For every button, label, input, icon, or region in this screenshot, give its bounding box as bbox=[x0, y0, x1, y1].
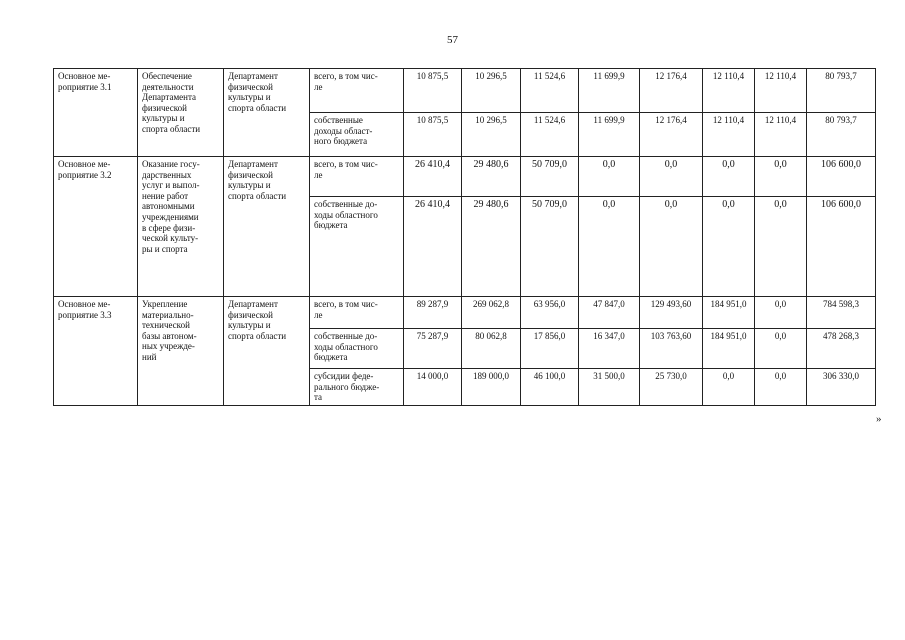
value-cell: 0,0 bbox=[755, 197, 807, 297]
value-cell: 25 730,0 bbox=[640, 369, 703, 406]
value-cell: 31 500,0 bbox=[579, 369, 640, 406]
funding-source-line: бюджета bbox=[314, 352, 348, 363]
activity-cell-line: роприятие 3.2 bbox=[58, 169, 112, 180]
activity-name-cell-line: ры и спорта bbox=[142, 243, 188, 254]
value-cell: 63 956,0 bbox=[521, 297, 579, 329]
funding-source-cell bbox=[310, 69, 404, 113]
funding-source-line: доходы област- bbox=[314, 125, 373, 136]
funding-source-line: собственные bbox=[314, 115, 363, 125]
executor-cell-line: Департамент bbox=[228, 159, 278, 169]
funding-source-line: ле bbox=[314, 309, 323, 320]
value-cell: 11 524,6 bbox=[521, 69, 579, 113]
activity-name-cell-line: ных учрежде- bbox=[142, 341, 195, 352]
funding-source-line: собственные до- bbox=[314, 331, 378, 341]
executor-cell bbox=[224, 157, 310, 297]
value-cell: 11 699,9 bbox=[579, 69, 640, 113]
value-cell: 11 524,6 bbox=[521, 113, 579, 157]
activity-cell-line: роприятие 3.3 bbox=[58, 309, 112, 320]
funding-source-line: всего, в том чис- bbox=[314, 71, 378, 81]
funding-source-line: та bbox=[314, 392, 323, 403]
closing-quote: » bbox=[876, 413, 882, 425]
value-cell: 0,0 bbox=[640, 197, 703, 297]
executor-cell-line: физической bbox=[228, 169, 273, 180]
value-cell: 0,0 bbox=[640, 157, 703, 197]
activity-name-cell-line: Укрепление bbox=[142, 299, 188, 309]
funding-source-line: субсидии феде- bbox=[314, 371, 374, 381]
value-cell: 10 875,5 bbox=[404, 113, 462, 157]
activity-name-cell bbox=[138, 69, 224, 157]
funding-source-cell bbox=[310, 329, 404, 369]
activity-name-cell-line: культуры и bbox=[142, 113, 185, 124]
funding-source-line: всего, в том чис- bbox=[314, 299, 378, 309]
value-cell: 269 062,8 bbox=[462, 297, 521, 329]
total-value-cell: 784 598,3 bbox=[807, 297, 876, 329]
activity-cell bbox=[54, 157, 138, 297]
funding-source-line: ле bbox=[314, 81, 323, 92]
activity-name-cell bbox=[138, 157, 224, 297]
activity-cell bbox=[54, 297, 138, 406]
executor-cell-line: Департамент bbox=[228, 299, 278, 309]
funding-source-line: ходы областного bbox=[314, 341, 378, 352]
value-cell: 10 875,5 bbox=[404, 69, 462, 113]
activity-name-cell-line: Департамента bbox=[142, 92, 197, 103]
table-row bbox=[54, 69, 876, 113]
funding-source-line: бюджета bbox=[314, 220, 348, 231]
activity-cell-line: Основное ме- bbox=[58, 159, 111, 169]
total-value-cell: 80 793,7 bbox=[807, 69, 876, 113]
value-cell: 11 699,9 bbox=[579, 113, 640, 157]
value-cell: 17 856,0 bbox=[521, 329, 579, 369]
activity-name-cell-line: материально- bbox=[142, 309, 194, 320]
value-cell: 184 951,0 bbox=[703, 297, 755, 329]
total-value-cell: 106 600,0 bbox=[807, 157, 876, 197]
activity-name-cell-line: Оказание госу- bbox=[142, 159, 200, 169]
funding-source-cell bbox=[310, 157, 404, 197]
activity-name-cell-line: Обеспечение bbox=[142, 71, 192, 81]
executor-cell-line: культуры и bbox=[228, 180, 271, 191]
executor-cell-line: культуры и bbox=[228, 320, 271, 331]
value-cell: 189 000,0 bbox=[462, 369, 521, 406]
funding-source-line: рального бюдже- bbox=[314, 381, 380, 392]
value-cell: 47 847,0 bbox=[579, 297, 640, 329]
funding-source-line: всего, в том чис- bbox=[314, 159, 378, 169]
funding-source-cell bbox=[310, 297, 404, 329]
funding-source-line: ле bbox=[314, 169, 323, 180]
activity-name-cell bbox=[138, 297, 224, 406]
executor-cell bbox=[224, 69, 310, 157]
value-cell: 80 062,8 bbox=[462, 329, 521, 369]
value-cell: 0,0 bbox=[703, 157, 755, 197]
value-cell: 46 100,0 bbox=[521, 369, 579, 406]
activity-cell bbox=[54, 69, 138, 157]
value-cell: 0,0 bbox=[703, 197, 755, 297]
activity-name-cell-line: в сфере физи- bbox=[142, 222, 196, 233]
activity-name-cell-line: нение работ bbox=[142, 190, 189, 201]
value-cell: 26 410,4 bbox=[404, 157, 462, 197]
value-cell: 0,0 bbox=[703, 369, 755, 406]
value-cell: 0,0 bbox=[755, 297, 807, 329]
value-cell: 12 110,4 bbox=[703, 113, 755, 157]
value-cell: 0,0 bbox=[755, 369, 807, 406]
activity-name-cell-line: физической bbox=[142, 102, 187, 113]
activity-name-cell-line: ческой культу- bbox=[142, 233, 199, 244]
executor-cell-line: спорта области bbox=[228, 330, 287, 341]
activity-cell-line: Основное ме- bbox=[58, 299, 111, 309]
value-cell: 26 410,4 bbox=[404, 197, 462, 297]
value-cell: 12 110,4 bbox=[755, 113, 807, 157]
value-cell: 10 296,5 bbox=[462, 113, 521, 157]
funding-source-cell bbox=[310, 113, 404, 157]
value-cell: 12 176,4 bbox=[640, 69, 703, 113]
total-value-cell: 106 600,0 bbox=[807, 197, 876, 297]
funding-source-cell bbox=[310, 369, 404, 406]
value-cell: 12 176,4 bbox=[640, 113, 703, 157]
funding-source-line: собственные до- bbox=[314, 199, 378, 209]
value-cell: 12 110,4 bbox=[703, 69, 755, 113]
activity-name-cell-line: дарственных bbox=[142, 169, 192, 180]
value-cell: 12 110,4 bbox=[755, 69, 807, 113]
value-cell: 0,0 bbox=[579, 197, 640, 297]
value-cell: 14 000,0 bbox=[404, 369, 462, 406]
activity-cell-line: роприятие 3.1 bbox=[58, 81, 112, 92]
value-cell: 29 480,6 bbox=[462, 157, 521, 197]
executor-cell-line: спорта области bbox=[228, 190, 287, 201]
value-cell: 10 296,5 bbox=[462, 69, 521, 113]
executor-cell-line: спорта области bbox=[228, 102, 287, 113]
funding-source-cell bbox=[310, 197, 404, 297]
value-cell: 16 347,0 bbox=[579, 329, 640, 369]
executor-cell-line: культуры и bbox=[228, 92, 271, 103]
value-cell: 29 480,6 bbox=[462, 197, 521, 297]
total-value-cell: 478 268,3 bbox=[807, 329, 876, 369]
page-number: 57 bbox=[447, 34, 458, 46]
activity-name-cell-line: услуг и выпол- bbox=[142, 180, 200, 191]
activity-name-cell-line: учреждениями bbox=[142, 212, 199, 223]
value-cell: 50 709,0 bbox=[521, 157, 579, 197]
total-value-cell: 306 330,0 bbox=[807, 369, 876, 406]
activity-name-cell-line: базы автоном- bbox=[142, 330, 197, 341]
value-cell: 89 287,9 bbox=[404, 297, 462, 329]
value-cell: 50 709,0 bbox=[521, 197, 579, 297]
table-body bbox=[54, 69, 876, 406]
value-cell: 0,0 bbox=[755, 157, 807, 197]
activity-name-cell-line: спорта области bbox=[142, 124, 201, 135]
table-row bbox=[54, 157, 876, 197]
activity-cell-line: Основное ме- bbox=[58, 71, 111, 81]
activity-name-cell-line: ний bbox=[142, 352, 157, 363]
value-cell: 75 287,9 bbox=[404, 329, 462, 369]
activity-name-cell-line: деятельности bbox=[142, 81, 194, 92]
funding-source-line: ходы областного bbox=[314, 209, 378, 220]
executor-cell-line: Департамент bbox=[228, 71, 278, 81]
value-cell: 184 951,0 bbox=[703, 329, 755, 369]
value-cell: 0,0 bbox=[579, 157, 640, 197]
table-row bbox=[54, 297, 876, 329]
executor-cell-line: физической bbox=[228, 81, 273, 92]
activity-name-cell-line: автономными bbox=[142, 201, 195, 212]
activity-name-cell-line: технической bbox=[142, 320, 190, 331]
executor-cell bbox=[224, 297, 310, 406]
value-cell: 129 493,60 bbox=[640, 297, 703, 329]
funding-source-line: ного бюджета bbox=[314, 136, 368, 147]
total-value-cell: 80 793,7 bbox=[807, 113, 876, 157]
value-cell: 0,0 bbox=[755, 329, 807, 369]
budget-table bbox=[53, 68, 876, 406]
value-cell: 103 763,60 bbox=[640, 329, 703, 369]
executor-cell-line: физической bbox=[228, 309, 273, 320]
